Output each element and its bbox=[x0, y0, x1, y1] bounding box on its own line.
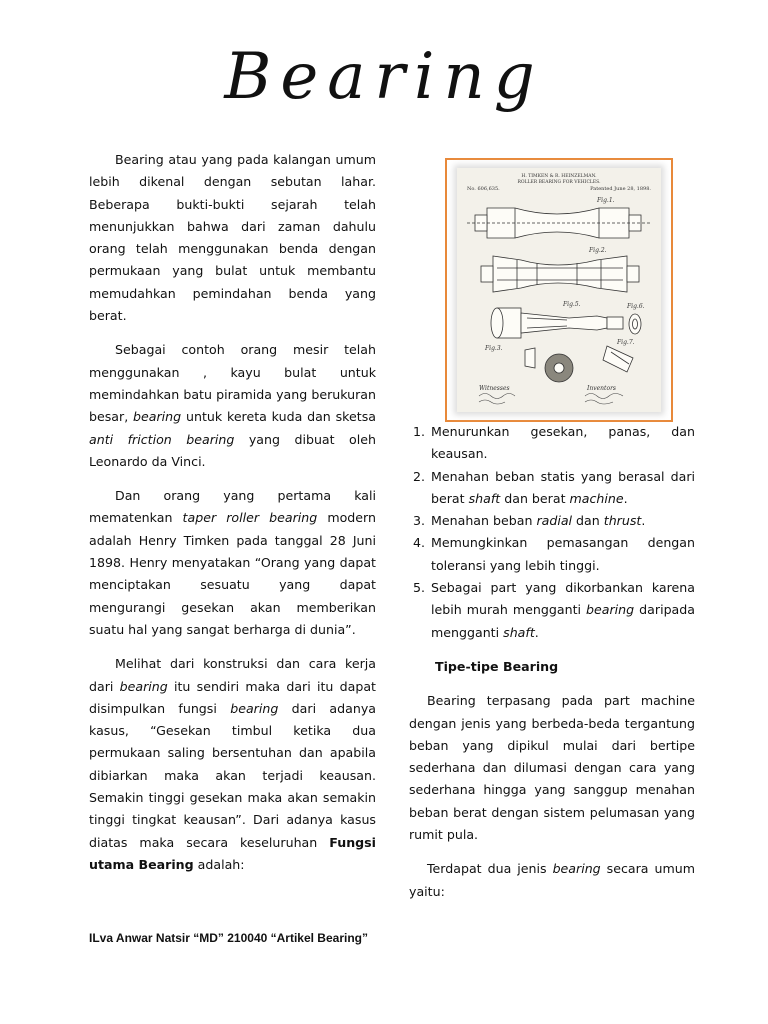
witnesses-label: Witnesses bbox=[479, 385, 510, 392]
text: . bbox=[623, 490, 628, 506]
text: Terdapat dua jenis bbox=[427, 861, 553, 877]
text: untuk kereta kuda dan sketsa bbox=[181, 409, 376, 425]
page-title: Bearing bbox=[224, 40, 544, 114]
italic-term: bearing bbox=[230, 700, 279, 716]
text: itu sendiri maka dari itu dapat disimpulkan fungsi bbox=[89, 678, 376, 716]
inventor-signatures bbox=[585, 394, 623, 405]
text: Menurunkan gesekan, panas, dan keausan. bbox=[431, 424, 695, 462]
fig1-label: Fig.1. bbox=[597, 197, 615, 204]
patent-figure-frame bbox=[445, 158, 673, 422]
fig5-label: Fig.5. bbox=[563, 301, 581, 308]
italic-term: machine bbox=[569, 490, 624, 506]
fig3-label: Fig.3. bbox=[485, 345, 503, 352]
bold-term: Fungsi utama Bearing bbox=[89, 834, 376, 872]
patent-drawing bbox=[457, 168, 661, 412]
patent-date: Patented June 28, 1898. bbox=[590, 186, 651, 192]
fig7-label: Fig.7. bbox=[617, 339, 635, 346]
right-column bbox=[409, 421, 695, 903]
patent-drawing-svg bbox=[457, 168, 661, 412]
text: daripada mengganti bbox=[431, 602, 695, 640]
text: secara umum yaitu: bbox=[409, 861, 696, 899]
italic-term: bearing bbox=[133, 409, 182, 425]
paragraph-history bbox=[89, 339, 376, 473]
witness-signatures bbox=[479, 394, 515, 405]
paragraph-timken bbox=[89, 485, 376, 641]
text: . bbox=[641, 513, 646, 529]
left-column bbox=[89, 149, 376, 888]
italic-term: thrust bbox=[603, 513, 642, 529]
italic-term: taper roller bearing bbox=[182, 510, 318, 526]
text: . bbox=[534, 624, 539, 640]
italic-term: anti friction bearing bbox=[89, 431, 235, 447]
text: Sebagai part yang dikorbankan karena lebih murah mengganti bbox=[431, 580, 695, 618]
italic-term: radial bbox=[536, 513, 573, 529]
text: Dan orang yang pertama kali mematenkan bbox=[89, 488, 376, 526]
text: Memungkinkan pemasangan dengan toleransi yang lebih tinggi. bbox=[431, 535, 695, 573]
fig7-parts bbox=[525, 346, 633, 382]
paragraph-function bbox=[89, 653, 376, 876]
patent-header2: ROLLER BEARING FOR VEHICLES. bbox=[517, 180, 601, 185]
list-item bbox=[429, 510, 695, 532]
italic-term: bearing bbox=[552, 861, 601, 877]
list-item bbox=[429, 466, 695, 511]
fig6-ring bbox=[629, 314, 641, 334]
list-item bbox=[429, 577, 695, 644]
fig6-label: Fig.6. bbox=[627, 303, 645, 310]
section-heading: Tipe-tipe Bearing bbox=[435, 658, 559, 674]
patent-header1: H. TIMKEN & R. HEINZELMAN. bbox=[521, 174, 597, 179]
italic-term: bearing bbox=[586, 602, 635, 618]
function-list bbox=[409, 421, 695, 644]
text: dan berat bbox=[500, 490, 570, 506]
list-item bbox=[429, 421, 695, 466]
page-footer: ILva Anwar Natsir “MD” 210040 “Artikel Bearing” bbox=[89, 931, 368, 945]
list-item bbox=[429, 532, 695, 577]
text: yang dibuat oleh Leonardo da Vinci. bbox=[89, 431, 376, 469]
text: dari adanya kasus, “Gesekan timbul ketika dua permukaan saling bersentuhan dan apabila dibiarkan maka akan terjadi keausan. Semakin tinggi gesekan maka akan semakin tinggi tingkat keausan”. Dari adanya kasus diatas maka secara keseluruhan bbox=[89, 700, 376, 850]
italic-term: shaft bbox=[468, 490, 501, 506]
paragraph-types: Bearing terpasang pada part machine dengan jenis yang berbeda-beda tergantung beban yang dipikul mulai dari bertipe sederhana dan dilumasi dengan cara yang sederhana hingga yang sanggup menahan beban berat dengan sistem pelumasan yang rumit pula. bbox=[409, 693, 695, 843]
text: Sebagai contoh orang mesir telah menggunakan , kayu bulat untuk memindahkan batu piramida yang berukuran besar, bbox=[89, 342, 376, 425]
italic-term: bearing bbox=[119, 678, 168, 694]
paragraph-two-types bbox=[409, 858, 695, 903]
text: modern adalah Henry Timken pada tanggal 28 Juni 1898. Henry menyatakan “Orang yang dapat menciptakan sesuatu yang dapat mengurangi gesekan akan memberikan suatu hal yang sangat berharga di dunia”. bbox=[89, 510, 376, 637]
fig1-roller bbox=[467, 208, 651, 238]
patent-number: No. 606,635. bbox=[467, 186, 500, 192]
fig3-assembly bbox=[491, 308, 623, 338]
paragraph-intro: Bearing atau yang pada kalangan umum lebih dikenal dengan sebutan lahar. Beberapa bukti-bukti sejarah telah menunjukkan bahwa dari zaman dahulu orang telah menggunakan benda dengan permukaan yang bulat untuk membantu memudahkan pemindahan benda yang berat. bbox=[89, 152, 376, 324]
text: Melihat dari konstruksi dan cara kerja dari bbox=[89, 656, 376, 694]
text: dan bbox=[572, 513, 604, 529]
inventors-label: Inventors bbox=[587, 385, 617, 392]
text: Menahan beban statis yang berasal dari berat bbox=[431, 468, 695, 506]
italic-term: shaft bbox=[503, 624, 535, 640]
text: adalah: bbox=[193, 856, 245, 872]
text: Menahan beban bbox=[431, 513, 537, 529]
fig2-section bbox=[481, 256, 639, 292]
fig2-label: Fig.2. bbox=[589, 247, 607, 254]
